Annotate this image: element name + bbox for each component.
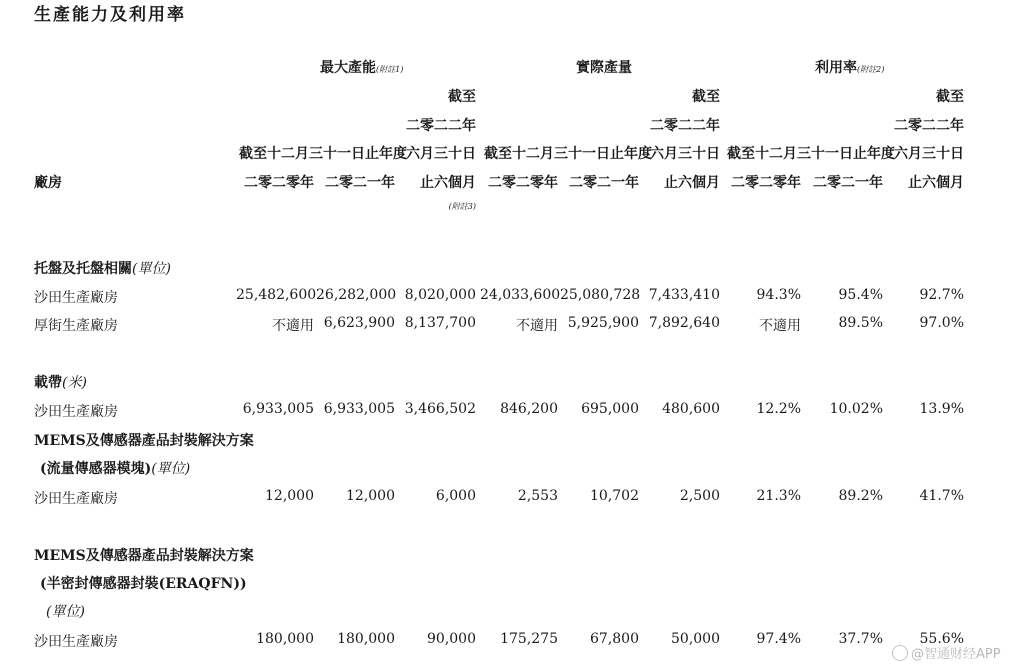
value-cell: 95.4% [838, 287, 883, 303]
plant-name: 沙田生產廠房 [34, 491, 118, 507]
value-cell: 8,137,700 [404, 315, 476, 331]
value-cell: 24,033,600 [480, 287, 561, 303]
value-cell: 10,702 [590, 488, 639, 504]
col-header-year-end: 截至十二月三十一日止年度 [239, 146, 407, 162]
value-cell: 3,466,502 [404, 401, 476, 417]
plant-name: 厚街生產廠房 [34, 318, 118, 334]
value-cell: 695,000 [581, 401, 639, 417]
section-title-mems-flow: MEMS及傳感器產品封裝解決方案 [34, 433, 254, 449]
col-header-h1-note: (附註3) [448, 202, 476, 211]
col-header-year-end: 截至十二月三十一日止年度 [484, 146, 652, 162]
section-subtitle-mems-eraqfn: (半密封傳感器封裝(ERAQFN)) [40, 576, 247, 592]
section-unit: (米) [62, 375, 87, 391]
col-header-2020: 二零二零年 [488, 175, 558, 191]
value-cell: 6,933,005 [242, 401, 314, 417]
value-cell: 180,000 [337, 631, 395, 647]
plant-name: 沙田生產廠房 [34, 634, 118, 650]
col-header-h1-line4: 止六個月 [664, 175, 720, 191]
col-header-h1-line1: 截至 [448, 89, 476, 105]
section-unit: (單位) [46, 604, 85, 620]
col-header-h1-line1: 截至 [692, 89, 720, 105]
value-cell: 12,000 [265, 488, 314, 504]
value-cell: 89.5% [838, 315, 883, 331]
value-cell: 6,000 [435, 488, 476, 504]
value-cell: 不適用 [516, 318, 558, 334]
value-cell: 55.6% [919, 631, 964, 647]
footnote-ref: (附註2) [857, 65, 885, 74]
value-cell: 12.2% [756, 401, 801, 417]
value-cell: 97.4% [756, 631, 801, 647]
section-unit: (單位) [132, 261, 171, 277]
watermark-text: @智通财经APP [911, 647, 1001, 662]
value-cell: 26,282,000 [316, 287, 397, 303]
group-header-utilization [815, 57, 884, 77]
section-title: 托盤及托盤相關 [34, 261, 132, 277]
group-label: 最大產能 [320, 60, 376, 76]
value-cell: 25,482,600 [236, 287, 317, 303]
col-header-h1-line2: 二零二二年 [894, 118, 964, 134]
value-cell: 67,800 [590, 631, 639, 647]
col-header-h1-line3: 六月三十日 [894, 146, 964, 162]
value-cell: 8,020,000 [404, 287, 476, 303]
value-cell: 7,892,640 [648, 315, 720, 331]
col-header-h1-line2: 二零二二年 [650, 118, 720, 134]
value-cell: 10.02% [829, 401, 883, 417]
col-header-year-end: 截至十二月三十一日止年度 [727, 146, 895, 162]
section-title-mems-eraqfn: MEMS及傳感器產品封裝解決方案 [34, 548, 254, 564]
value-cell: 50,000 [671, 631, 720, 647]
section-title: 載帶 [34, 375, 62, 391]
col-header-h1-line2: 二零二二年 [406, 118, 476, 134]
col-header-h1-line4: 止六個月 [420, 175, 476, 191]
col-header-2021: 二零二一年 [325, 175, 395, 191]
group-label: 利用率 [815, 60, 857, 76]
value-cell: 97.0% [919, 315, 964, 331]
value-cell: 89.2% [838, 488, 883, 504]
value-cell: 94.3% [756, 287, 801, 303]
col-header-h1-line1: 截至 [936, 89, 964, 105]
group-header-max-capacity [320, 57, 403, 77]
col-header-h1-line3: 六月三十日 [406, 146, 476, 162]
value-cell: 175,275 [500, 631, 558, 647]
col-header-h1-line3: 六月三十日 [650, 146, 720, 162]
value-cell: 846,200 [500, 401, 558, 417]
value-cell: 480,600 [662, 401, 720, 417]
value-cell: 92.7% [919, 287, 964, 303]
value-cell: 12,000 [346, 488, 395, 504]
section-title-trays [34, 258, 171, 278]
plant-name: 沙田生產廠房 [34, 290, 118, 306]
row-header-plant: 廠房 [34, 175, 62, 191]
value-cell: 180,000 [256, 631, 314, 647]
value-cell: 2,553 [517, 488, 558, 504]
plant-name: 沙田生產廠房 [34, 404, 118, 420]
section-title-carrier-tape [34, 372, 87, 392]
group-label: 實際產量 [576, 60, 632, 76]
value-cell: 90,000 [427, 631, 476, 647]
section-title: (流量傳感器模塊) [40, 461, 152, 477]
col-header-2020: 二零二零年 [244, 175, 314, 191]
col-header-2020: 二零二零年 [731, 175, 801, 191]
value-cell: 25,080,728 [560, 287, 641, 303]
col-header-h1-line4: 止六個月 [908, 175, 964, 191]
col-header-2021: 二零二一年 [569, 175, 639, 191]
value-cell: 不適用 [759, 318, 801, 334]
footnote-ref: (附註1) [376, 65, 404, 74]
watermark-logo-icon [892, 645, 908, 661]
page-title: 生產能力及利用率 [34, 5, 186, 25]
value-cell: 21.3% [756, 488, 801, 504]
value-cell: 2,500 [679, 488, 720, 504]
value-cell: 5,925,900 [567, 315, 639, 331]
value-cell: 41.7% [919, 488, 964, 504]
value-cell: 7,433,410 [648, 287, 720, 303]
value-cell: 13.9% [919, 401, 964, 417]
section-unit: (單位) [151, 461, 191, 477]
value-cell: 6,623,900 [323, 315, 395, 331]
value-cell: 6,933,005 [323, 401, 395, 417]
col-header-2021: 二零二一年 [813, 175, 883, 191]
value-cell: 37.7% [838, 631, 883, 647]
value-cell: 不適用 [272, 318, 314, 334]
watermark [892, 643, 1001, 662]
group-header-actual-output [576, 57, 632, 77]
section-subtitle-mems-flow [40, 458, 190, 478]
